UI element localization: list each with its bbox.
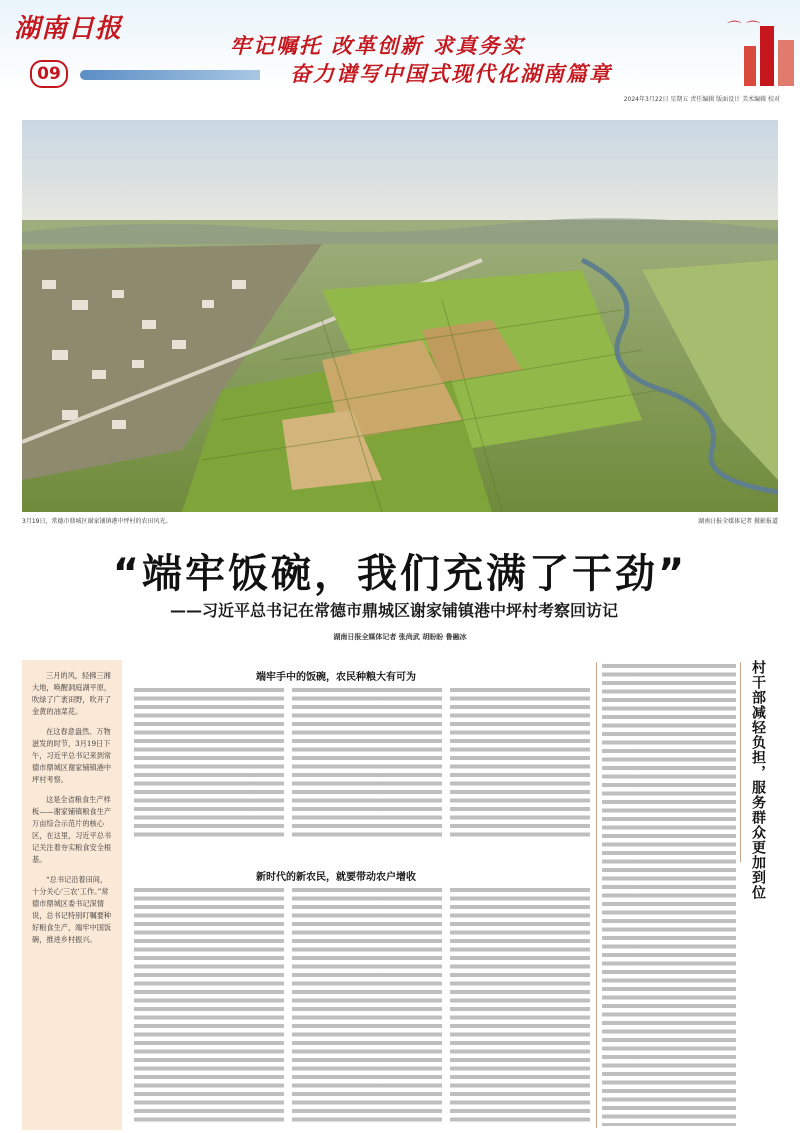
newspaper-logo: 湖南日报 <box>14 14 123 44</box>
aerial-farmland-photo <box>22 120 778 512</box>
body-column <box>450 688 590 838</box>
intro-paragraph: 在这春意盎然、万物滋发的时节，3月19日下午，习近平总书记来到常德市鼎城区谢家铺镇港中坪村考察。 <box>32 727 112 784</box>
intro-paragraph: 三月的风，轻拂三湘大地，唤醒洞庭湖平原，吹绿了广袤田野，吹开了金黄的油菜花。 <box>32 671 112 716</box>
article-subheadline: ——习近平总书记在常德市鼎城区谢家铺镇港中坪村考察回访记 <box>170 601 619 620</box>
body-column <box>292 888 442 1126</box>
photo-caption: 3月19日，常德市鼎城区谢家铺镇港中坪村的农田风光。 <box>22 518 172 525</box>
intro-paragraph: 这是全省粮食生产样板——谢家铺镇粮食生产万亩综合示范片的核心区，在这里，习近平总书记关注着夯实粮食安全根基。 <box>32 795 112 864</box>
body-column <box>450 888 590 1126</box>
dateline: 2024年3月22日 星期五 责任编辑 版面设计 美术编辑 校对 <box>623 96 780 103</box>
skyline-graphic <box>740 16 800 86</box>
column-divider <box>596 662 597 1128</box>
side-vertical-title: 村干部减轻负担，服务群众更加到位 <box>750 660 766 900</box>
body-column <box>134 888 284 1126</box>
body-column <box>134 688 284 838</box>
slogan-line-2: 奋力谱写中国式现代化湖南篇章 <box>290 62 612 86</box>
slogan-line-1: 牢记嘱托 改革创新 求真务实 <box>230 34 525 58</box>
photo-credit: 湖南日报全媒体记者 摄影报道 <box>698 518 778 525</box>
article-headline: “端牢饭碗，我们充满了干劲” <box>112 551 688 597</box>
body-column <box>602 664 736 1126</box>
train-graphic <box>80 70 260 80</box>
section-heading-2: 新时代的新农民，就要带动农户增收 <box>256 872 416 883</box>
page-number: 09 <box>30 60 68 88</box>
birds-icon: ⌒ ⌒ <box>727 21 760 37</box>
section-heading-1: 端牢手中的饭碗，农民种粮大有可为 <box>256 672 416 683</box>
side-divider <box>740 662 741 862</box>
article-byline: 湖南日报全媒体记者 张尚武 胡盼盼 鲁融冰 <box>333 633 467 641</box>
body-column <box>292 688 442 838</box>
intro-box <box>22 660 122 1130</box>
intro-paragraph: “总书记沿着田间，十分关心‘三农’工作。”常德市鼎城区委书记深情说，总书记特别叮嘱要种好粮食生产，端牢中国饭碗，推进乡村振兴。 <box>32 875 112 944</box>
masthead-banner <box>0 0 800 88</box>
